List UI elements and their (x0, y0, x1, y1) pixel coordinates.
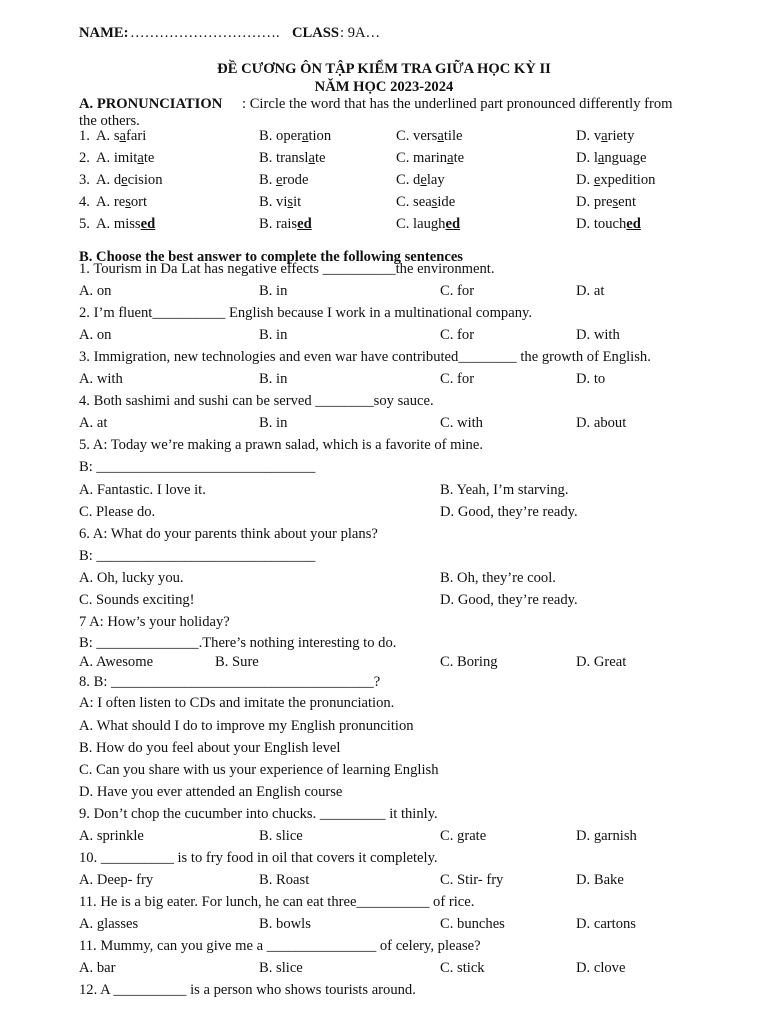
underlined-part: e (276, 172, 283, 188)
question-text: B: ______________.There’s nothing interesting to do. (79, 635, 397, 651)
question-text: B: ______________________________ (79, 548, 316, 564)
question-line (0, 346, 768, 368)
section-b-heading-text: B. Choose the best answer to complete the following sentences (79, 249, 463, 265)
question-line (0, 523, 768, 545)
question-text: 10. __________ is to fry food in oil that covers it completely. (79, 850, 438, 866)
answer-option: C. bunches (440, 916, 505, 932)
options-line (0, 412, 768, 434)
question-text: A: I often listen to CDs and imitate the pronunciation. (79, 695, 395, 711)
answer-option: C. Stir- fry (440, 872, 504, 888)
question-line (0, 803, 768, 825)
question-line (0, 935, 768, 957)
question-line (0, 611, 768, 633)
underlined-part: a (308, 150, 315, 166)
answer-option: D. variety (576, 128, 635, 144)
underlined-part: a (601, 128, 608, 144)
pronunciation-row (0, 213, 768, 235)
answer-option: C. Sounds exciting! (79, 592, 195, 608)
pronunciation-row (0, 169, 768, 191)
question-line (0, 692, 768, 714)
options-line (0, 825, 768, 847)
answer-option: D. about (576, 415, 627, 431)
question-text: 2. I’m fluent__________ English because I work in a multinational company. (79, 305, 532, 321)
underlined-part: e (420, 172, 427, 188)
underlined-part: s (612, 194, 619, 210)
school-year: NĂM HỌC 2023-2024 (314, 79, 454, 95)
question-number: 2. (79, 150, 90, 166)
answer-option: D. with (576, 327, 620, 343)
answer-option: C. for (440, 371, 475, 387)
question-line (0, 781, 768, 803)
answer-option: B. slice (259, 960, 303, 976)
underlined-part: a (301, 128, 309, 144)
question-text: 11. He is a big eater. For lunch, he can eat three__________ of rice. (79, 894, 475, 910)
answer-option: C. delay (396, 172, 445, 188)
section-a-text-cont: the others. (79, 113, 140, 129)
answer-option: B. Roast (259, 872, 310, 888)
answer-option: D. expedition (576, 172, 656, 188)
answer-option: A. Deep- fry (79, 872, 154, 888)
answer-option: B. in (259, 371, 288, 387)
answer-option: B. in (259, 415, 288, 431)
underlined-part: a (447, 150, 454, 166)
answer-option: A. Fantastic. I love it. (79, 482, 206, 498)
answer-option: B. in (259, 327, 288, 343)
answer-option: A. missed (96, 216, 156, 232)
answer-option: C. for (440, 283, 475, 299)
question-text: 3. Immigration, new technologies and even war have contributed________ the growth of English. (79, 349, 651, 365)
answer-option: A. safari (96, 128, 147, 144)
section-a-text: : Circle the word that has the underlined part pronounced differently from (242, 96, 673, 112)
answer-option: A. on (79, 283, 112, 299)
options-line (0, 368, 768, 390)
answer-option: B. in (259, 283, 288, 299)
answer-option: A. at (79, 415, 108, 431)
answer-option: D. garnish (576, 828, 637, 844)
question-number: 5. (79, 216, 90, 232)
class-label: CLASS (292, 25, 340, 41)
question-line (0, 737, 768, 759)
question-line (0, 258, 768, 280)
answer-option: A. Awesome (79, 654, 154, 670)
answer-option: A. resort (96, 194, 148, 210)
answer-option: B. bowls (259, 916, 311, 932)
options-line (0, 913, 768, 935)
question-text: 1. Tourism in Da Lat has negative effects __________the environment. (79, 261, 495, 277)
options-line (0, 869, 768, 891)
underlined-part: a (597, 150, 605, 166)
answer-option: D. Good, they’re ready. (440, 592, 578, 608)
answer-option: D. language (576, 150, 647, 166)
underlined-part: ed (140, 216, 156, 232)
student-info-line (0, 22, 768, 44)
answer-option: C. grate (440, 828, 487, 844)
answer-option: C. Boring (440, 654, 498, 670)
answer-option: D. clove (576, 960, 626, 976)
question-line (0, 390, 768, 412)
options-line (0, 567, 768, 589)
answer-option: D. Bake (576, 872, 624, 888)
answer-option: A. Oh, lucky you. (79, 570, 184, 586)
name-label: NAME: (79, 25, 129, 41)
question-text: 11. Mummy, can you give me a _______________ of celery, please? (79, 938, 481, 954)
underlined-part: a (437, 128, 444, 144)
question-number: 4. (79, 194, 90, 210)
question-line (0, 715, 768, 737)
answer-option: A. imitate (96, 150, 155, 166)
question-line (0, 671, 768, 693)
question-text: 8. B: ____________________________________? (79, 674, 381, 690)
question-text: A. What should I do to improve my English pronuncition (79, 718, 414, 734)
answer-option: D. to (576, 371, 606, 387)
answer-option: D. present (576, 194, 637, 210)
answer-option: D. Great (576, 654, 627, 670)
answer-option: C. laughed (396, 216, 461, 232)
question-line (0, 456, 768, 478)
answer-option: B. raised (259, 216, 312, 232)
question-line (0, 891, 768, 913)
options-line (0, 651, 768, 673)
answer-option: D. Good, they’re ready. (440, 504, 578, 520)
underlined-part: ed (445, 216, 461, 232)
underlined-part: s (287, 194, 294, 210)
document-title: ĐỀ CƯƠNG ÔN TẬP KIỂM TRA GIỮA HỌC KỲ II (217, 61, 551, 77)
underlined-part: ed (626, 216, 641, 232)
answer-option: C. versatile (396, 128, 463, 144)
question-line (0, 545, 768, 567)
question-text: C. Can you share with us your experience of learning English (79, 762, 439, 778)
options-line (0, 280, 768, 302)
underlined-part: e (121, 172, 128, 188)
answer-option: D. cartons (576, 916, 636, 932)
options-line (0, 501, 768, 523)
question-text: 4. Both sashimi and sushi can be served ________soy sauce. (79, 393, 434, 409)
question-number: 3. (79, 172, 90, 188)
question-text: 7 A: How’s your holiday? (79, 614, 230, 630)
class-value: : 9A… (340, 25, 381, 41)
underlined-part: s (125, 194, 131, 210)
answer-option: B. visit (259, 194, 302, 210)
underlined-part: e (593, 172, 601, 188)
pronunciation-row (0, 191, 768, 213)
answer-option: D. at (576, 283, 605, 299)
pronunciation-row (0, 147, 768, 169)
answer-option: B. translate (259, 150, 326, 166)
answer-option: C. stick (440, 960, 485, 976)
underlined-part: s (431, 194, 438, 210)
question-line (0, 759, 768, 781)
options-line (0, 324, 768, 346)
answer-option: B. erode (259, 172, 309, 188)
question-text: 9. Don’t chop the cucumber into chucks. _________ it thinly. (79, 806, 438, 822)
answer-option: A. glasses (79, 916, 139, 932)
underlined-part: a (119, 128, 126, 144)
answer-option: A. on (79, 327, 112, 343)
answer-option: A. bar (79, 960, 116, 976)
answer-option: C. with (440, 415, 483, 431)
underlined-part: ed (297, 216, 312, 232)
answer-option: C. Please do. (79, 504, 156, 520)
question-line (0, 979, 768, 1001)
options-line (0, 957, 768, 979)
answer-option: B. slice (259, 828, 303, 844)
answer-option: B. Oh, they’re cool. (440, 570, 556, 586)
question-text: 6. A: What do your parents think about your plans? (79, 526, 378, 542)
answer-option: C. marinate (396, 150, 465, 166)
underlined-part: a (137, 150, 144, 166)
answer-option: A. sprinkle (79, 828, 144, 844)
question-text: D. Have you ever attended an English course (79, 784, 343, 800)
options-line (0, 479, 768, 501)
question-text: B. How do you feel about your English level (79, 740, 341, 756)
answer-option: D. touched (576, 216, 641, 232)
question-line (0, 302, 768, 324)
question-text: B: ______________________________ (79, 459, 316, 475)
answer-option: A. decision (96, 172, 163, 188)
question-line (0, 434, 768, 456)
pronunciation-row (0, 125, 768, 147)
section-a-heading: A. PRONUNCIATION (79, 96, 223, 112)
answer-option: C. for (440, 327, 475, 343)
name-blank: …………………………. (130, 25, 280, 41)
question-line (0, 847, 768, 869)
answer-option: A. with (79, 371, 123, 387)
options-line (0, 589, 768, 611)
question-text: 5. A: Today we’re making a prawn salad, which is a favorite of mine. (79, 437, 483, 453)
answer-option: B. Sure (215, 654, 259, 670)
answer-option: C. seaside (396, 194, 456, 210)
answer-option: B. operation (259, 128, 332, 144)
question-number: 1. (79, 128, 90, 144)
question-text: 12. A __________ is a person who shows tourists around. (79, 982, 416, 998)
answer-option: B. Yeah, I’m starving. (440, 482, 569, 498)
